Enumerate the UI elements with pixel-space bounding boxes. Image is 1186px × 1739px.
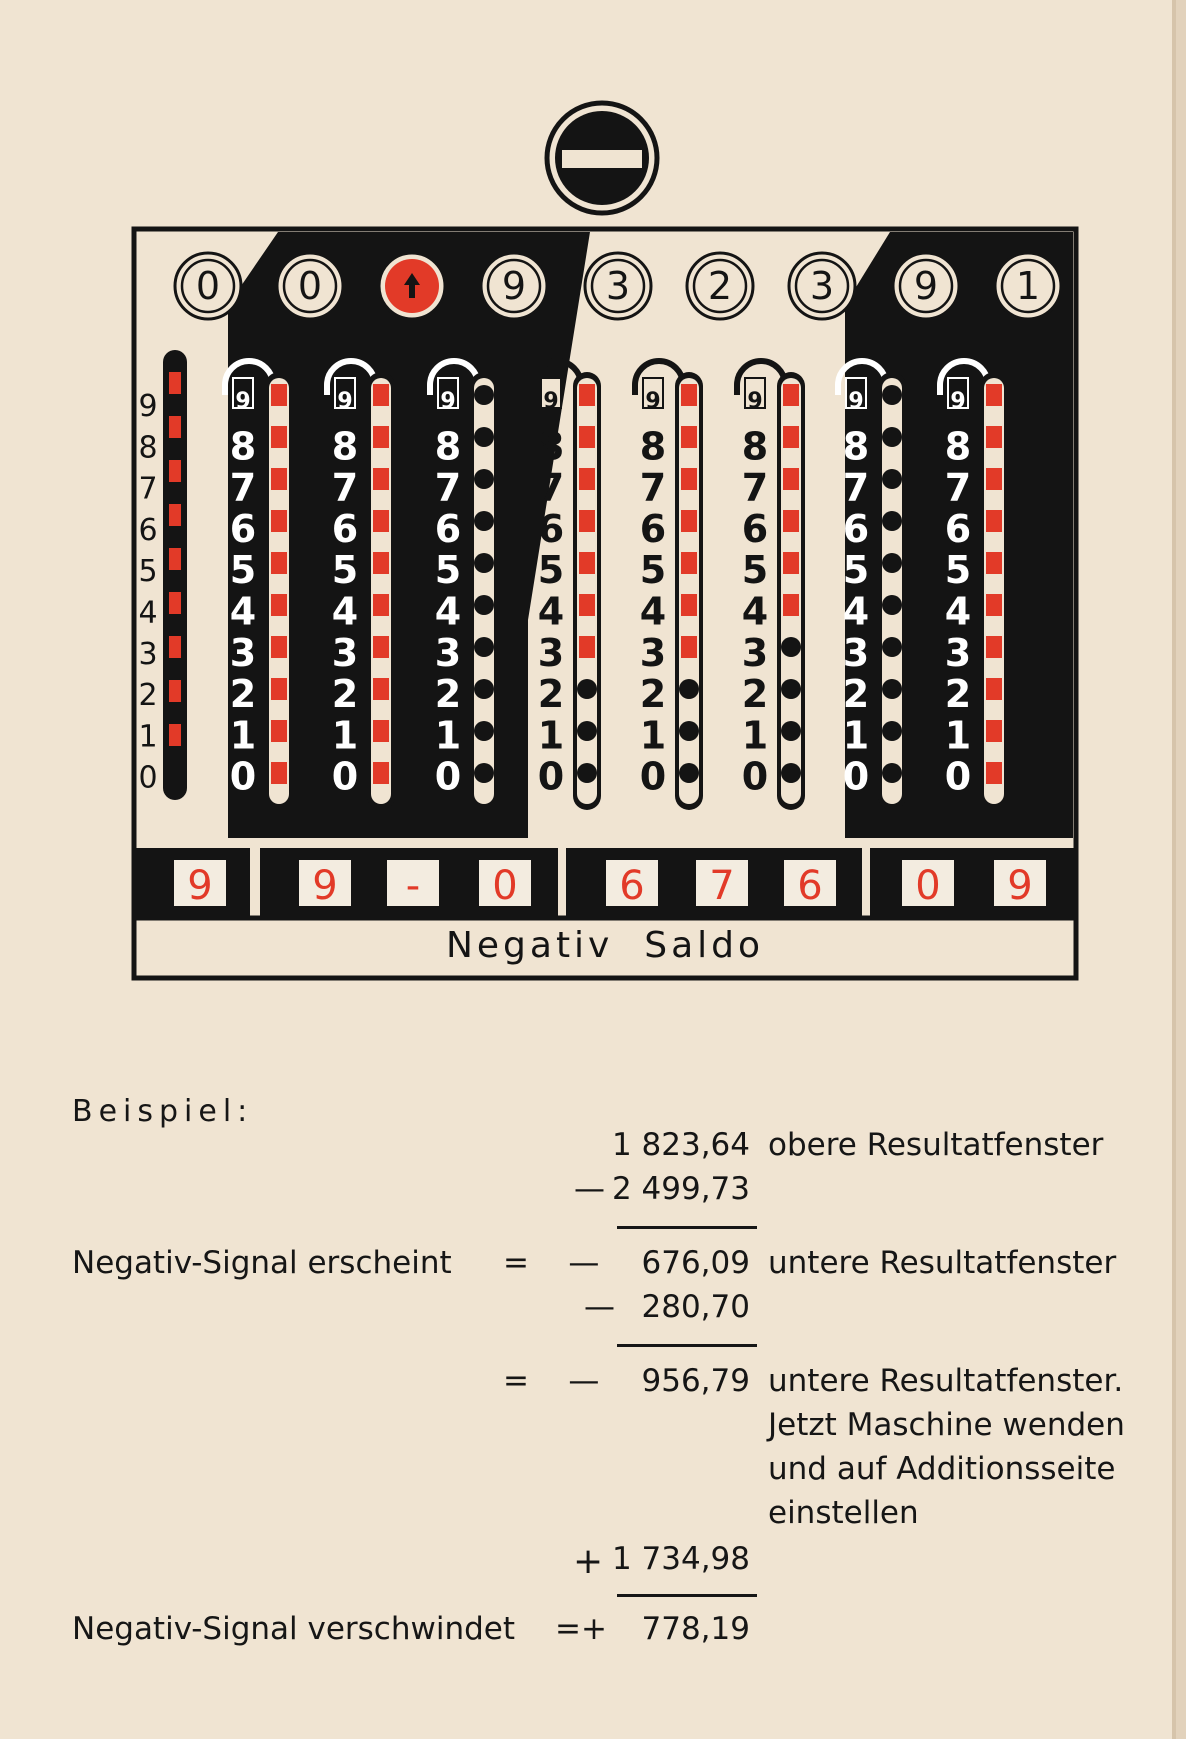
dial-digit: 2 xyxy=(707,264,733,308)
line-10-label: Negativ-Signal verschwindet xyxy=(72,1611,516,1647)
slider-digit: 8 xyxy=(229,424,257,469)
line-10-op: =+ xyxy=(555,1611,607,1647)
dial-arrow-icon xyxy=(379,253,445,319)
slider-digit: 6 xyxy=(537,506,565,551)
slider-digit: 3 xyxy=(229,630,257,675)
display-cell xyxy=(994,860,1046,909)
slider-digit: 0 xyxy=(331,754,359,799)
slider-digit: 5 xyxy=(331,548,359,593)
display-digit: 9 xyxy=(1007,863,1033,909)
display-digit: 0 xyxy=(915,863,941,909)
slider-digit: 2 xyxy=(331,672,359,717)
slider-digit: 3 xyxy=(138,636,158,672)
slider-digit: 2 xyxy=(741,672,769,717)
slider-digit: 4 xyxy=(842,589,870,634)
slider-digit: 6 xyxy=(639,506,667,551)
dial-digit: 0 xyxy=(297,264,323,308)
dial-1 xyxy=(277,253,343,319)
slider-digit: 3 xyxy=(639,630,667,675)
dial-digit: 3 xyxy=(605,264,631,308)
dial-5 xyxy=(687,253,753,319)
slider-digit: 9 xyxy=(543,389,559,414)
slider-digit: 0 xyxy=(229,754,257,799)
slider-digit: 4 xyxy=(331,589,359,634)
slider-digit: 2 xyxy=(434,672,462,717)
slider-digit: 1 xyxy=(229,713,257,758)
slider-digit: 5 xyxy=(741,548,769,593)
slider-digit: 2 xyxy=(138,678,158,714)
slider-digit: 2 xyxy=(639,672,667,717)
slider-digit: 0 xyxy=(944,754,972,799)
slider-digit: 1 xyxy=(741,713,769,758)
slider-digit: 7 xyxy=(229,465,257,510)
slider-digit: 7 xyxy=(138,471,158,507)
example-heading: Beispiel: xyxy=(72,1094,254,1129)
slider-digit: 9 xyxy=(848,389,864,414)
slider-digit: 9 xyxy=(747,389,763,414)
line-4-op: — xyxy=(584,1289,615,1325)
slider-digit: 1 xyxy=(944,713,972,758)
slider-digit: 1 xyxy=(138,719,158,755)
line-3-value: 676,09 xyxy=(641,1245,750,1281)
slider-digit: 0 xyxy=(842,754,870,799)
slider-digit: 5 xyxy=(639,548,667,593)
line-1-value: 1 823,64 xyxy=(611,1127,750,1163)
slider-digit: 4 xyxy=(741,589,769,634)
display-cell xyxy=(696,860,748,909)
slider-digit: 7 xyxy=(537,465,565,510)
top-dials xyxy=(175,253,1061,319)
line-2-op: — xyxy=(574,1171,605,1207)
slider-digit: 2 xyxy=(944,672,972,717)
slider-digit: 8 xyxy=(434,424,462,469)
slider-digit: 4 xyxy=(434,589,462,634)
slider-digit: 9 xyxy=(337,389,353,414)
slider-digit: 8 xyxy=(741,424,769,469)
sum-rule-2 xyxy=(617,1344,757,1347)
slider-digit: 0 xyxy=(741,754,769,799)
slider-digit: 5 xyxy=(434,548,462,593)
slider-5 xyxy=(635,361,703,810)
slider-digit: 7 xyxy=(331,465,359,510)
slider-digit: 1 xyxy=(842,713,870,758)
line-4-value: 280,70 xyxy=(641,1289,750,1325)
dial-digit: 0 xyxy=(195,264,221,308)
display-cell xyxy=(299,860,351,909)
line-7-note: und auf Additionsseite xyxy=(768,1451,1116,1487)
slider-digit: 5 xyxy=(537,548,565,593)
slider-digit: 1 xyxy=(639,713,667,758)
slider-digit: 6 xyxy=(229,506,257,551)
line-3-label: Negativ-Signal erscheint xyxy=(72,1245,452,1281)
dial-digit: 1 xyxy=(1015,264,1041,308)
slider-digit: 9 xyxy=(440,389,456,414)
slider-digit: 3 xyxy=(434,630,462,675)
slider-digit: 4 xyxy=(537,589,565,634)
slider-digit: 8 xyxy=(842,424,870,469)
line-2-value: 2 499,73 xyxy=(611,1171,750,1207)
line-5-value: 956,79 xyxy=(641,1363,750,1399)
slider-4 xyxy=(533,361,601,810)
line-9-value: 1 734,98 xyxy=(611,1541,750,1577)
slider-digit: 6 xyxy=(944,506,972,551)
minus-sign-icon xyxy=(547,103,657,213)
slider-digit: 2 xyxy=(842,672,870,717)
dial-6 xyxy=(789,253,855,319)
display-digit: 9 xyxy=(312,863,338,909)
slider-digit: 3 xyxy=(944,630,972,675)
slider-digit: 3 xyxy=(842,630,870,675)
display-digit: 0 xyxy=(492,863,518,909)
slider-digit: 9 xyxy=(950,389,966,414)
line-9-op: + xyxy=(573,1541,604,1582)
dial-7 xyxy=(893,253,959,319)
slider-digit: 6 xyxy=(331,506,359,551)
slider-digit: 7 xyxy=(639,465,667,510)
line-5-note: untere Resultatfenster. xyxy=(768,1363,1124,1399)
display-digit: 9 xyxy=(187,863,213,909)
sum-rule-1 xyxy=(617,1226,757,1229)
dial-3 xyxy=(481,253,547,319)
slider-digit: 4 xyxy=(229,589,257,634)
slider-0 xyxy=(138,350,187,800)
display-digit: - xyxy=(405,863,421,909)
slider-digit: 0 xyxy=(639,754,667,799)
slider-digit: 1 xyxy=(537,713,565,758)
slider-digit: 5 xyxy=(229,548,257,593)
display-cell xyxy=(902,860,954,909)
slider-digit: 1 xyxy=(434,713,462,758)
slider-digit: 7 xyxy=(944,465,972,510)
line-3-op: = — xyxy=(503,1245,600,1281)
dial-4 xyxy=(585,253,651,319)
sum-rule-3 xyxy=(617,1594,757,1597)
slider-digit: 2 xyxy=(229,672,257,717)
slider-digit: 2 xyxy=(537,672,565,717)
slider-digit: 6 xyxy=(434,506,462,551)
slider-digit: 8 xyxy=(537,424,565,469)
slider-digit: 6 xyxy=(138,512,158,548)
line-3-note: untere Resultatfenster xyxy=(768,1245,1117,1281)
result-display xyxy=(134,848,1076,918)
display-label: Negativ Saldo xyxy=(445,925,765,966)
slider-digit: 0 xyxy=(434,754,462,799)
slider-digit: 1 xyxy=(331,713,359,758)
display-cell xyxy=(387,860,439,909)
dial-digit: 9 xyxy=(913,264,939,308)
dial-digit: 9 xyxy=(501,264,527,308)
slider-digit: 7 xyxy=(842,465,870,510)
line-8-note: einstellen xyxy=(768,1495,919,1531)
display-cell xyxy=(784,860,836,909)
display-cell xyxy=(479,860,531,909)
slider-digit: 9 xyxy=(235,389,251,414)
slider-digit: 7 xyxy=(741,465,769,510)
line-5-op: = — xyxy=(503,1363,600,1399)
slider-digit: 8 xyxy=(639,424,667,469)
display-digit: 6 xyxy=(797,863,823,909)
display-digit: 7 xyxy=(709,863,735,909)
slider-digit: 8 xyxy=(944,424,972,469)
dial-8 xyxy=(995,253,1061,319)
slider-6 xyxy=(737,361,805,810)
slider-digit: 7 xyxy=(434,465,462,510)
slider-digit: 4 xyxy=(944,589,972,634)
slider-digit: 6 xyxy=(741,506,769,551)
slider-digit: 5 xyxy=(138,554,158,590)
slider-digit: 0 xyxy=(138,760,158,796)
slider-digit: 3 xyxy=(537,630,565,675)
dial-digit: 3 xyxy=(809,264,835,308)
slider-digit: 4 xyxy=(138,595,158,631)
line-1-note: obere Resultatfenster xyxy=(768,1127,1104,1163)
slider-digit: 0 xyxy=(537,754,565,799)
display-digit: 6 xyxy=(619,863,645,909)
line-6-note: Jetzt Maschine wenden xyxy=(768,1407,1125,1443)
dial-0 xyxy=(175,253,241,319)
slider-digit: 5 xyxy=(944,548,972,593)
slider-digit: 3 xyxy=(331,630,359,675)
slider-digit: 6 xyxy=(842,506,870,551)
slider-digit: 5 xyxy=(842,548,870,593)
line-10-value: 778,19 xyxy=(641,1611,750,1647)
slider-digit: 3 xyxy=(741,630,769,675)
slider-digit: 9 xyxy=(645,389,661,414)
slider-digit: 4 xyxy=(639,589,667,634)
slider-digit: 8 xyxy=(331,424,359,469)
slider-digit: 8 xyxy=(138,430,158,466)
slider-digit: 9 xyxy=(138,389,158,424)
display-cell xyxy=(174,860,226,909)
display-cell xyxy=(606,860,658,909)
